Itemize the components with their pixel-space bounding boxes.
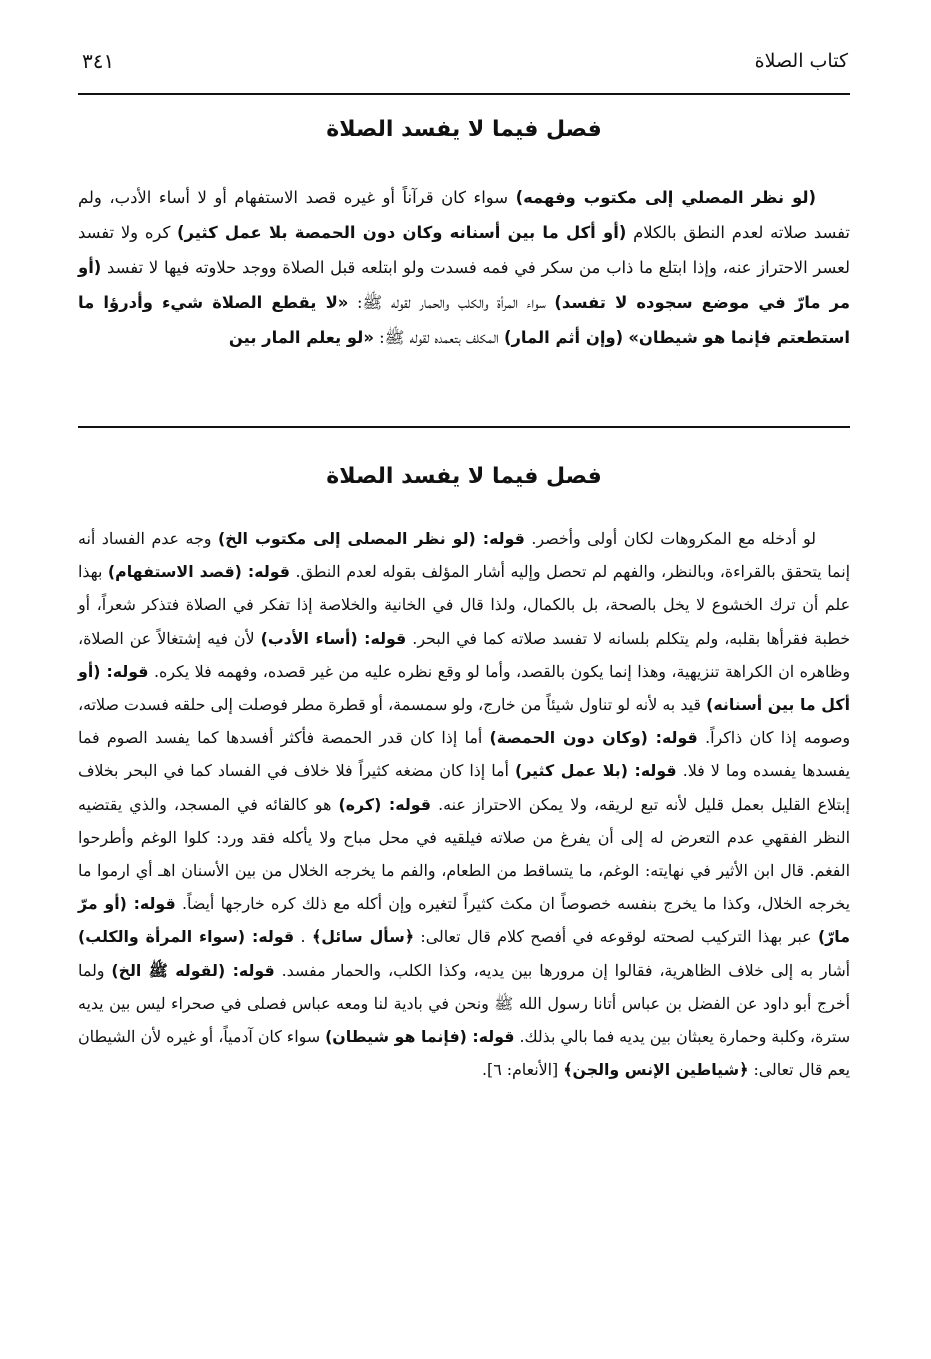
matn-segment: كره ولا تفسد لعسر الاحتراز عنه، وإذا ابتلع ما ذاب من سكر في فمه فسدت ولو ابتلعه قبل الصلاة ووجد حلاوته فيها لا تفسد: [78, 223, 850, 277]
sharh-segment: قيد به لأنه لو تناول شيئاً من خارج، ولو سمسمة، أو قطرة مطر فوصلت إلى حلقه فسدت صلاته، وصومه إذا كان ذاكراً.: [78, 695, 850, 748]
matn-segment: (أو مر مارّ في موضع سجوده لا تفسد): [78, 258, 851, 312]
sharh-segment: هو كالقائه في المسجد، والذي يقتضيه النظر الفقهي عدم التعرض له إلى أن يفرغ من صلاته فيلقيه في محل مباح ولا يأكله فقد ورد: كلوا الوغم وأطرحوا الفغم. قال ابن الأثير في نهايته: الوغم، ما يتساقط من الطعام، والفم ما يخرجه الخلال من بين الأسنان اهـ أي ارموا ما يخرجه الخلال، وكذا ما يخرج بنفسه خصوصاً ان مكث كثيراً لتغيره وإن أكله مع ذلك كره خارجها أيضاً.: [78, 794, 851, 914]
sharh-segment: قوله: (فإنما هو شيطان): [325, 1027, 515, 1047]
sharh-segment: [الأنعام: ٦].: [482, 1060, 559, 1080]
matn-segment: «لا يقطع الصلاة شيء وأدرؤا ما استطعتم فإنما هو شيطان»: [78, 293, 850, 347]
matn-segment: (لو نظر المصلي إلى مكتوب وفهمه): [515, 188, 816, 207]
sharh-segment: ﴿شياطين الإنس والجن﴾: [563, 1060, 749, 1080]
sharh-segment: .: [294, 927, 306, 947]
sharh-segment: قوله: (لقوله ﷺ الخ): [111, 960, 275, 980]
matn-text-block: [78, 180, 850, 355]
book-page: [78, 0, 850, 1359]
sharh-segment: أما إذا كان قدر الحمصة فأكثر أفسدها كما يفسد الصوم فما يفسدها يفسده وما لا فلا.: [78, 728, 850, 781]
matn-segment: سواء كان قرآناً أو غيره قصد الاستفهام أو لا أساء الأدب، ولم تفسد صلاته لعدم النطق بالكلام: [78, 188, 850, 242]
sharh-segment: قوله: (وكان دون الحمصة): [489, 728, 698, 748]
running-header: [78, 44, 850, 78]
matn-segment: (أو أكل ما بين أسنانه وكان دون الحمصة بلا عمل كثير): [177, 223, 627, 242]
sharh-segment: ولما أخرج أبو داود عن الفضل بن عباس أتانا رسول الله ﷺ ونحن في بادية لنا ومعه عباس فصلى في صحراء ليس بين يديه سترة، وكلبة وحمارة يعبثان بين يديه فما بالي بذلك.: [78, 960, 851, 1047]
sharh-segment: قوله: (قصد الاستفهام): [107, 562, 290, 582]
matn-section-title: فصل فيما لا يفسد الصلاة: [326, 117, 602, 142]
sharh-section-title: فصل فيما لا يفسد الصلاة: [326, 464, 602, 489]
sharh-segment: قوله: (أو أكل ما بين أسنانه): [78, 661, 850, 715]
sharh-segment: بهذا علم أن ترك الخشوع لا يخل بالصحة، بل بالكمال، ولذا قال في الخانية والخلاصة إذا تفكر في الصلاة فتذكر شعراً، أو خطبة فقرأها بقلبه، ولم يتكلم بلسانه لا تفسد صلاته كما في البحر.: [78, 562, 850, 648]
sharh-segment: قوله: (أساء الأدب): [260, 628, 407, 648]
sharh-segment: قوله: (لو نظر المصلى إلى مكتوب الخ): [217, 529, 525, 548]
sharh-paragraph: [78, 522, 850, 1086]
matn-segment: سواء المرأة والكلب والحمار لقوله ﷺ:: [348, 293, 546, 312]
book-title: كتاب الصلاة: [754, 50, 848, 72]
sharh-segment: عبر بهذا التركيب لصحته لوقوعه في أفصح كلام قال تعالى:: [414, 927, 812, 947]
sharh-segment: قوله: (كره): [338, 794, 431, 814]
sharh-segment: قوله: (سواء المرأة والكلب): [78, 927, 295, 947]
sharh-segment: أشار به إلى خلاف الظاهرية، فقالوا إن مرورها بين يديه، وكذا الكلب، والحمار مفسد.: [274, 960, 850, 980]
matn-segment: «لو يعلم المار بين: [228, 328, 374, 347]
sharh-segment: أما إذا كان مضغه كثيراً فلا خلاف في الفساد كما في البحر بخلاف إبتلاع القليل بعمل قليل لأنه تبع لريقه، ولا يمكن الاحتراز عنه.: [78, 761, 850, 814]
sharh-segment: سواء كان آدمياً، أو غيره لأن الشيطان يعم قال تعالى:: [78, 1027, 850, 1080]
sharh-segment: لأن فيه إشتغالاً عن الصلاة، وظاهره ان الكراهة تنزيهية، وهذا إنما يكون بالقصد، وأما لو وقع نظره عليه من غير قصده، وفهمه فلا يكره.: [78, 628, 851, 681]
sharh-segment: قوله: (أو مرّ مارّ): [78, 894, 850, 947]
sharh-segment: لو أدخله مع المكروهات لكان أولى وأخصر.: [524, 529, 816, 548]
sharh-text-block: [78, 522, 850, 1086]
sharh-segment: وجه عدم الفساد أنه إنما يتحقق بالقراءة، وبالنظر، والفهم لم تحصل وإليه أشار المؤلف بقوله لعدم النطق.: [78, 529, 850, 582]
matn-segment: (وإن أثم المار): [503, 328, 624, 347]
sharh-segment: قوله: (بلا عمل كثير): [515, 761, 677, 781]
matn-paragraph: [78, 180, 850, 355]
section-divider: [78, 426, 850, 428]
page-number: ٣٤١: [82, 49, 115, 73]
matn-segment: المكلف بتعمده لقوله ﷺ:: [373, 328, 499, 347]
sharh-segment: ﴿سأل سائل﴾: [311, 927, 414, 947]
header-divider: [78, 93, 850, 95]
